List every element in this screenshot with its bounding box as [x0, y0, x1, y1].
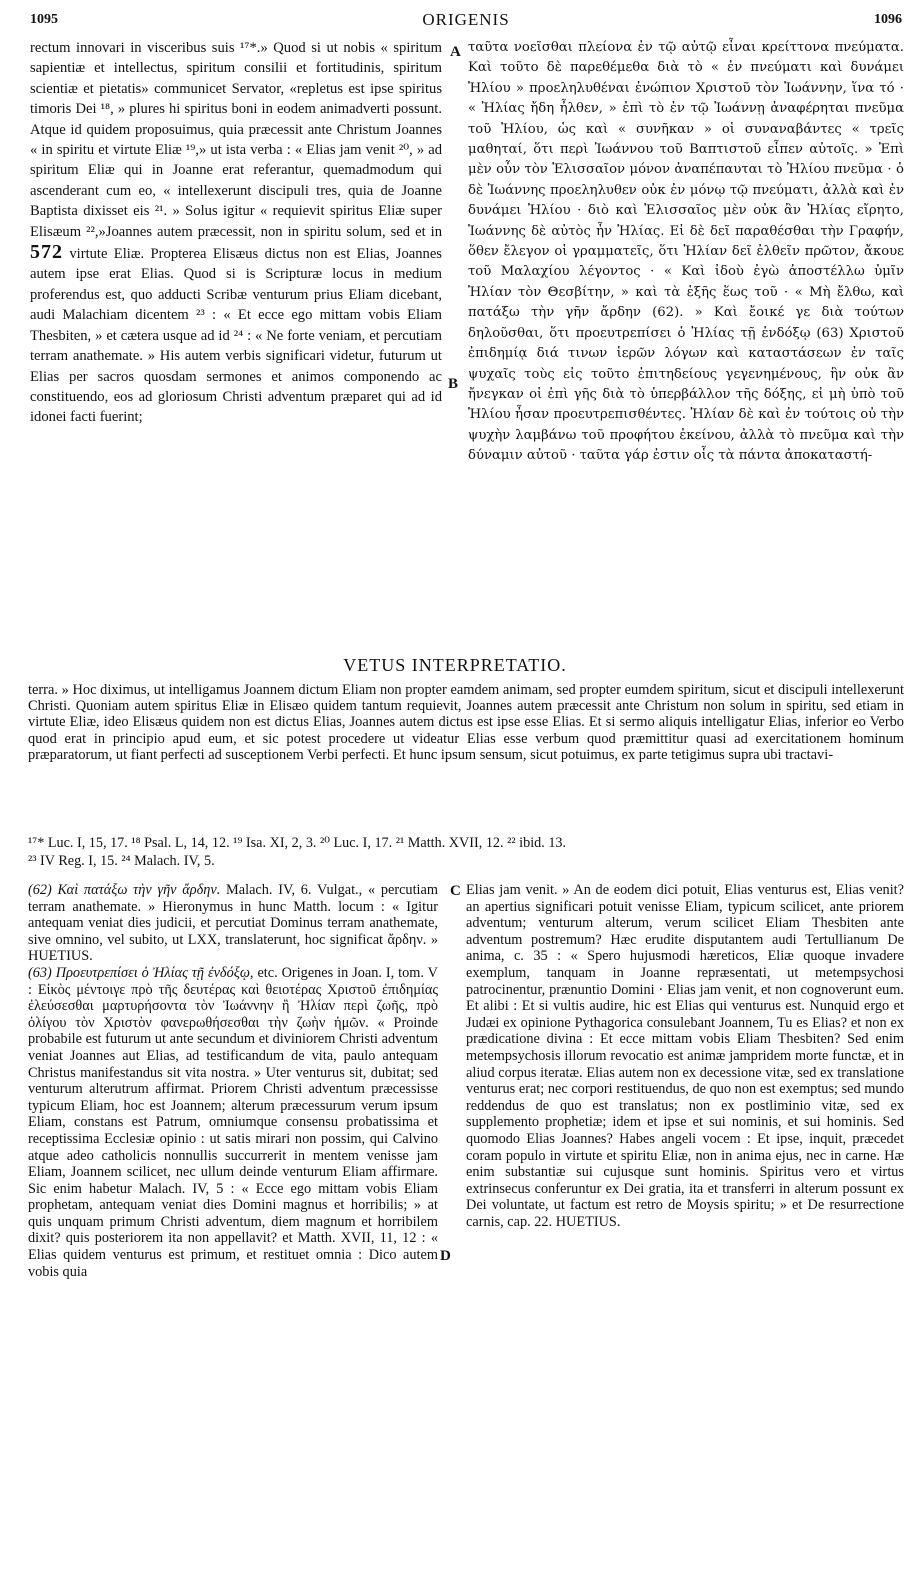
footnote-line-1: ¹⁷* Luc. I, 15, 17. ¹⁸ Psal. L, 14, 12. ¹⁹ Isa. XI, 2, 3. ²⁰ Luc. I, 17. ²¹ Matth. XVII, 12. ²² ibid. 13. — [28, 835, 567, 851]
vetus-interpretatio-block — [28, 682, 904, 763]
note-63 — [28, 965, 438, 1280]
greek-paragraph: ταῦτα νοεῖσθαι πλείονα ἐν τῷ αὐτῷ εἶναι κρείττονα πνεύματα. Καὶ τοῦτο δὲ παρεθέμεθα διὰ τὸ « ἐν πνεύματι καὶ δυνάμει Ἠλίου » προεληλυθέναι ἐνώπιον Χριστοῦ τὸν Ἰωάννην, ἵνα τό · « Ἠλίας ἤδη ἦλθεν, » ἐπὶ τὸ ἐν τῷ Ἰωάννῃ ἀναφέρηται πνεῦμα τοῦ Ἠλίου, ὡς καὶ « συνῆκαν » οἱ συναναβάντες « τρεῖς μαθηταί, ὅτι περὶ Ἰωάννου τοῦ Βαπτιστοῦ εἶπεν αὐτοῖς. » Ἐπὶ μὲν οὖν τὸν Ἐλισσαῖον μόνον ἀναπέπαυται τὸ Ἠλίου πνεῦμα · ὁ δὲ Ἰωάννης προεληλυθεν οὐκ ἐν μόνῳ τῷ πνεύματι, ἀλλὰ καὶ ἐν δυνάμει Ἠλίου · διὸ καὶ Ἐλισσαῖος μὲν οὐκ ἂν Ἠλίας εἴρητο, Ἰωάννης δὲ αὐτὸς ἦν Ἠλίας. Εἰ δὲ δεῖ παραθέσθαι τὴν Γραφήν, ὅθεν ἔλεγον οἱ γραμματεῖς, ὅτι Ἠλίαν δεῖ ἐλθεῖν πρῶτον, ἄκουε τοῦ Μαλαχίου λέγοντος · « Καὶ ἰδοὺ ἐγὼ ἀποστέλλω ὑμῖν Ἠλίαν τὸν Θεσβίτην, » καὶ τὰ ἑξῆς ἕως τοῦ · « Μὴ ἔλθω, καὶ πατάξω τὴν γῆν ἄρδην (62). » Καὶ ἔοικέ γε διὰ τούτων δηλοῦσθαι, ὅτι προευτρεπίσει ὁ Ἠλίας τῇ ἐνδόξῳ (63) Χριστοῦ ἐπιδημίᾳ διά τινων ἱερῶν λόγων καὶ καταστάσεων ἐν ταῖς ψυχαῖς τοὺς εἰς τοῦτο ἐπιτηδείους γεγενημένους, ἣν οὐκ ἂν ἤνεγκαν οἱ ἐπὶ γῆς διὰ τὸ ὑπερβάλλον τῆς δόξης, εἰ μὴ ὑπὸ τοῦ Ἠλίου ἦσαν προευτρεπισθέντες. Ἠλίαν δὲ καὶ ἐν τούτοις οὐ τὴν ψυχὴν λαμβάνω τοῦ προφήτου ἐκείνου, ἀλλὰ τὸ πνεῦμα καὶ τὴν δύναμιν αὐτοῦ · ταῦτα γάρ ἐστιν οἷς τὰ πάντα ἀποκαταστή- — [468, 40, 904, 464]
vetus-paragraph: terra. » Hoc diximus, ut intelligamus Joannem dictum Eliam non propter eamdem animam, sed propter eumdem spiritum, sicut et discipuli intellexerunt Christi. Quoniam autem spiritus Eliæ in Elisæo quidem tantum requievit, Joannes autem præcessit ante Christum non solum in spiritu, sed etiam in virtute Eliæ, ideo Elisæus quidem non est dictus Elias, Joannes autem dictus est ipse esse Elias. Et si sermo aliquis intelligatur Elias, inferior eo Verbo quod erat in principio apud eum, et sic potest procedere ut videatur Elias esse verbum quod præmittitur quasi ad exercitationem hominum præparatorum, ut fiant perfecti ad susceptionem Verbi perfecti. Et hunc ipsum sensum, sicut potuimus, ex parte tetigimus supra ubi tractavi- — [28, 682, 904, 763]
margin-letter-d: D — [440, 1248, 451, 1264]
note-62-text: Malach. IV, 6. Vulgat., « percutiam terram anathemate. » Hieronymus in hunc Matth. locum : « Igitur antequam veniat dies judicii, et percutiat Dominus terram anathemate, sive omnino, vel subito, ut LXX, translaterunt, hoc significat ἄρδην. » HUETIUS. — [28, 882, 438, 965]
greek-text-column — [468, 38, 904, 467]
running-head — [30, 8, 902, 34]
margin-letter-b: B — [448, 376, 459, 392]
footnote-line-2: ²³ IV Reg. I, 15. ²⁴ Malach. IV, 5. — [28, 853, 215, 869]
running-title: ORIGENIS — [422, 10, 510, 29]
note-continuation: Elias jam venit. » An de eodem dici potuit, Elias venturus est, Elias venit? an apertius significari potuit venisse Eliam, typicum scilicet, ante priorem adventum; venturum alterum, verum scilicet Eliam Thesbiten ante adventum postremum? Hæc erudite disputantem audi Tertullianum De anima, c. 35 : « Spero hujusmodi hæreticos, Eliæ quoque invadere exemplum, tanquam in Joanne repræsentati, ut metempsychosi patrocinentur, prænuntio Domini · Elias jam venit, et non cognoverunt eum. Et alibi : Et si vultis audire, hic est Elias qui venturus est. Nunquid ergo et Judæi ex opinione Pythagorica consulebant Joannem, Tu es Elias? et non ex prædicatione divina : Et ecce mittam vobis Eliam Thesbiten? Sed enim metempsychosis illorum revocatio est animæ jampridem morte functæ, et in aliud corpus iteratæ. Elias autem non ex decessione vitæ, sed ex translatione venturus erat; nec corpori restituendus, de quo non est exemptus; sed mundo reddendus de quo est translatus; non ex postliminio vitæ, sed ex supplemento prophetiæ; idem et ipse et sui nominis, et sui hominis. Sed quomodo Elias Joannes? Habes angeli vocem : Et ipse, inquit, præcedet coram populo in virtute et spiritu Eliæ, non in anima ejus, nec in carne. Hæ enim substantiæ sui cujusque sunt hominis. Spiritus vero et virtus extrinsecus conferuntur ex Dei gratia, ita et transferri in alterum possunt ex Dei voluntate, ut factum est retro de Moysis spiritu; » et De resurrectione carnis, cap. 22. HUETIUS. — [466, 882, 904, 1230]
left-page-number: 1095 — [30, 12, 58, 27]
notes-left-column — [28, 882, 438, 1280]
notes-right-column — [466, 882, 904, 1230]
note-63-text: etc. Origenes in Joan. I, tom. V : Εἰκὸς μέντοιγε πρὸ τῆς δευτέρας καὶ θειοτέρας Χριστοῦ ἐπιδημίας ἐλεύσεσθαι μαρτυρήσοντα τὸν Ἰωάννην ἢ Ἠλίαν περὶ ζωῆς, πρὸ ὀλίγου τὸν Χριστὸν φανερωθήσεσθαι τὴν ζωὴν ἡμῶν. « Proinde probabile est futurum ut ante secundum et diviniorem Christi adventum veniat Joannes aut Elias, ad testificandum de vita, paulo antequam Christus manifestandus sit vita nostra. » Uter venturus sit, dubitat; sed venturum alterutrum affirmat. Priorem Christi adventum præcessisse typicum Eliam, hoc est Joannem; alterum præcessurum verum ipsum Eliam, constans est Patrum, omniumque consensu probatissima et receptissima Ecclesiæ opinio : ut satis mirari non possim, qui Calvino atque adeo catholicis nonnullis succurrerit in mentem venisse jam Eliam, Joannem scilicet, nec ullum deinde venturum Eliam affirmare. Sic enim habetur Malach. IV, 5 : « Ecce ego mittam vobis Eliam prophetam, antequam veniat dies Domini magnus et horribilis; » at quis unquam primum Christi adventum, diem magnum et horribilem dixit? quis posteriorem ita non appellavit? et Matth. XVII, 11, 12 : « Elias quidem venturus est primum, et restituet omnia : Dico autem vobis quia — [28, 964, 438, 1280]
right-page-number: 1096 — [874, 12, 902, 27]
latin-text-column — [30, 38, 442, 428]
note-63-lemma: (63) Προευτρεπίσει ὁ Ἠλίας τῇ ἐνδόξῳ, — [28, 964, 254, 981]
section-title: VETUS INTERPRETATIO. — [343, 655, 567, 675]
footnotes — [28, 834, 904, 870]
margin-letter-c: C — [450, 883, 461, 899]
latin-paragraph — [30, 38, 442, 428]
latin-text-part2: virtute Eliæ. Propterea Elisæus dictus non est Elias, Joannes autem ipse erat Elias. Quod si is Scripturæ locus in medium proferendus est, quo adducti Scribæ venturum prius Eliam dicebant, audi Malachiam dicentem ²³ : « Et ecce ego mittam vobis Eliam Thesbiten, » et cætera usque ad id ²⁴ : « Ne forte veniam, et percutiam terram anathemate. » His autem verbis significari videtur, futurum ut Elias per sacros quosdam sermones et animos componendo ac constituendo, eos ad gloriosum Christi adventum præparet qui ad id idonei facti fuerint; — [30, 246, 442, 426]
note-62-lemma: (62) Καὶ πατάξω τὴν γῆν ἄρδην. — [28, 882, 221, 898]
latin-text-part1: rectum innovari in visceribus suis ¹⁷*.» Quod si ut nobis « spiritum sapientiæ et intellectus, spiritum consilii et fortitudinis, spiritum scientiæ et pietatis» communicet Servator, «repletus est ipse spiritus timoris Dei ¹⁸, » plures hi spiritus boni in eodem animadverti possunt. Atque id quidem proposuimus, quia præcessit ante Christum Joannes « in spiritu et virtute Eliæ ¹⁹,» ut ista verba : « Elias jam venit ²⁰, » ad spiritum Eliæ qui in Joanne erat referantur, quemadmodum qui ascenderant cum eo, « intellexerunt discipuli tres, quia de Joanne Baptista dixisset eis ²¹. » Solus igitur « requievit spiritus Eliæ super Elisæum ²²,»Joannes autem præcessit, non in spiritu solum, sed et in — [30, 40, 442, 240]
margin-letter-a: A — [450, 44, 461, 60]
column-number: 572 — [30, 241, 63, 264]
note-62 — [28, 882, 438, 965]
